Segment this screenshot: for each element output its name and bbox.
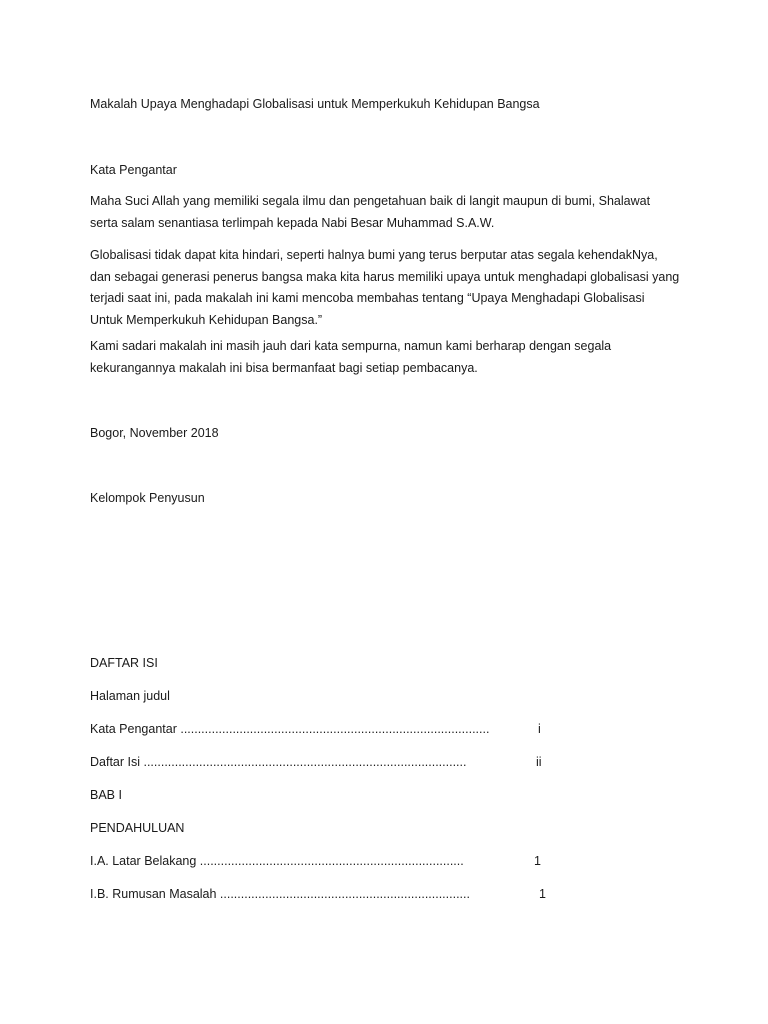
paragraph-3-text: Kami sadari makalah ini masih jauh dari kata sempurna, namun kami berharap dengan segala kekurangannya makalah ini bisa bermanfaat bagi setiap pembacanya. [90, 339, 612, 375]
toc-entry-daftar-isi: Daftar Isi ............................................................................................. [90, 755, 467, 769]
kata-pengantar-heading: Kata Pengantar [90, 163, 177, 177]
toc-bab: BAB I [90, 788, 122, 802]
toc-entry-latar-belakang: I.A. Latar Belakang ............................................................................ [90, 854, 464, 868]
place-date: Bogor, November 2018 [90, 426, 219, 440]
toc-entry-kata-pengantar: Kata Pengantar ......................................................................................... [90, 722, 490, 736]
toc-entry-rumusan-masalah: I.B. Rumusan Masalah ........................................................................ [90, 887, 470, 901]
paragraph-3 [90, 336, 680, 379]
toc-page-number: ii [536, 755, 542, 769]
signature: Kelompok Penyusun [90, 491, 205, 505]
paragraph-2 [90, 245, 680, 331]
paragraph-1 [90, 191, 680, 234]
toc-page-number: 1 [534, 854, 541, 868]
toc-page-number: i [538, 722, 541, 736]
toc-bab-title: PENDAHULUAN [90, 821, 185, 835]
paragraph-2-text: Globalisasi tidak dapat kita hindari, seperti halnya bumi yang terus berputar atas segala kehendakNya, dan sebagai generasi penerus bangsa maka kita harus memiliki upaya untuk menghadapi globalisasi yang terjadi saat ini, pada makalah ini kami mencoba membahas tentang “Upaya Menghadapi Globalisasi Untuk Memperkukuh Kehidupan Bangsa.” [90, 248, 680, 327]
toc-heading: DAFTAR ISI [90, 656, 158, 670]
toc-page-number: 1 [539, 887, 546, 901]
toc-halaman-judul: Halaman judul [90, 689, 170, 703]
paragraph-1-text: Maha Suci Allah yang memiliki segala ilmu dan pengetahuan baik di langit maupun di bumi, Shalawat serta salam senantiasa terlimpah kepada Nabi Besar Muhammad S.A.W. [90, 194, 651, 230]
document-title: Makalah Upaya Menghadapi Globalisasi untuk Memperkukuh Kehidupan Bangsa [90, 97, 540, 111]
